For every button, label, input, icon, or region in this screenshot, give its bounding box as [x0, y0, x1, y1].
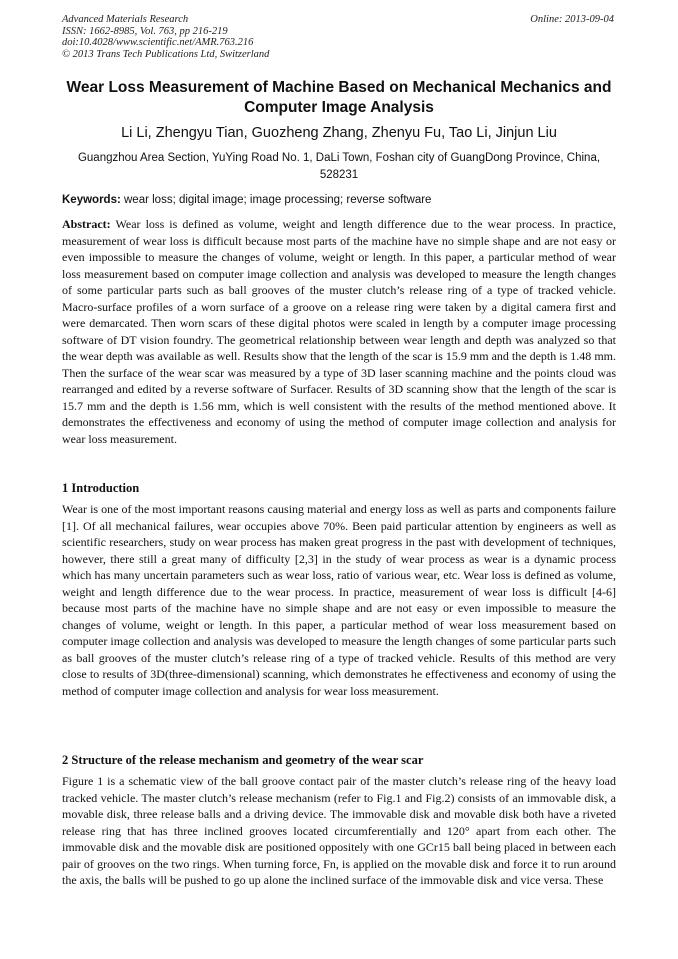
- keywords-line: [62, 193, 616, 208]
- paper-title: Wear Loss Measurement of Machine Based on Mechanical Mechanics and Computer Image Analysis: [66, 79, 612, 116]
- author-affiliation: Guangzhou Area Section, YuYing Road No. 1, DaLi Town, Foshan city of GuangDong Province, China, 528231: [77, 152, 601, 181]
- keywords-label: Keywords:: [62, 194, 121, 206]
- paper-authors: Li Li, Zhengyu Tian, Guozheng Zhang, Zhenyu Fu, Tao Li, Jinjun Liu: [121, 125, 557, 141]
- introduction-paragraph: Wear is one of the most important reasons causing material and energy loss as well as parts and components failure [1]. Of all mechanical failures, wear occupies above 70%. Been paid particular attention by engineers as well as scientific researchers, study on wear process has maken great progress in the past with development of techniques, however, there still a great many of difficulty [2,3] in the study of wear process as wear is a dynamic process which has many uncertain parameters such as wear loss, ratio of various wear, etc. Wear loss is defined as volume, weight and length difference due to the wear process. In practice, measurement of wear loss is difficult [4-6] because most parts of the machine have no simple shape and are not easy or even impossible to measure the changes of volume, weight or length. In this paper, a particular method of wear loss measurement based on computer image collection and analysis was developed to measure the length changes of some particular parts such as ball grooves of the muster clutch’s release ring of a type of tracked vehicle. Results of this method are very close to results of 3D(three-dimensional) scanning, which demonstrates he effectiveness and economy of using the method of computer image collection and analysis for wear loss measurement.: [62, 502, 616, 698]
- online-date: Online: 2013-09-04: [530, 14, 614, 25]
- abstract-paragraph: [62, 216, 616, 447]
- abstract-text: Wear loss is defined as volume, weight and length difference due to the wear process. In practice, measurement of wear loss is difficult because most parts of the machine have no simple shape and are not easy or even impossible to measure the changes of volume, weight or length. In this paper, a particular method of wear loss measurement based on computer image collection and analysis was developed to measure the length changes of some particular parts such as ball grooves of the muster clutch’s release ring of a type of tracked vehicle. Macro-surface profiles of a worn surface of a groove on a release ring were taken by a digital camera first and were demarcated. Then worn scars of these digital photos were scaled in length by a computer image processing software of DT vision foundry. The geometrical relationship between wear length and depth was analyzed so that the wear depth was available as well. Results show that the length of the scar is 15.9 mm and the depth is 1.48 mm. Then the surface of the wear scar was measured by a type of 3D laser scanning machine and the points cloud was rearranged and edited by a reverse software of Surfacer. Results of 3D scanning show that the length of the scar is 15.7 mm and the depth is 1.56 mm, which is well consistent with the results of the method mentioned above. It demonstrates the effectiveness and economy of using the method of computer image collection and analysis for wear loss measurement.: [62, 217, 616, 446]
- doi-line: doi:10.4028/www.scientific.net/AMR.763.216: [62, 37, 254, 48]
- copyright-line: © 2013 Trans Tech Publications Ltd, Switzerland: [62, 48, 270, 60]
- keywords-text: wear loss; digital image; image processing; reverse software: [124, 194, 432, 206]
- journal-header: [62, 14, 269, 60]
- issn-line: ISSN: 1662-8985, Vol. 763, pp 216-219: [62, 25, 228, 37]
- structure-paragraph: Figure 1 is a schematic view of the ball groove contact pair of the master clutch’s release ring of the heavy load tracked vehicle. The master clutch’s release mechanism (refer to Fig.1 and Fig.2) consists of an immovable disk, a movable disk, three release balls and a driving device. The immovable disk and movable disk both have a riveted release ring that has three inclined grooves located circumferentially and 120° apart from each other. The immovable disk and the movable disk are positioned oppositely with one GCr15 ball being placed in between each pair of grooves on the two rings. When turning force, Fn, is applied on the movable disk and force it to run around the axis, the balls will be pushed to go up alone the inclined surface of the immovable disk and vice versa. These: [62, 774, 616, 887]
- journal-name: Advanced Materials Research: [62, 14, 189, 25]
- structure-heading: 2 Structure of the release mechanism and geometry of the wear scar: [62, 753, 424, 767]
- introduction-heading: 1 Introduction: [62, 481, 140, 495]
- abstract-label: Abstract:: [62, 217, 111, 231]
